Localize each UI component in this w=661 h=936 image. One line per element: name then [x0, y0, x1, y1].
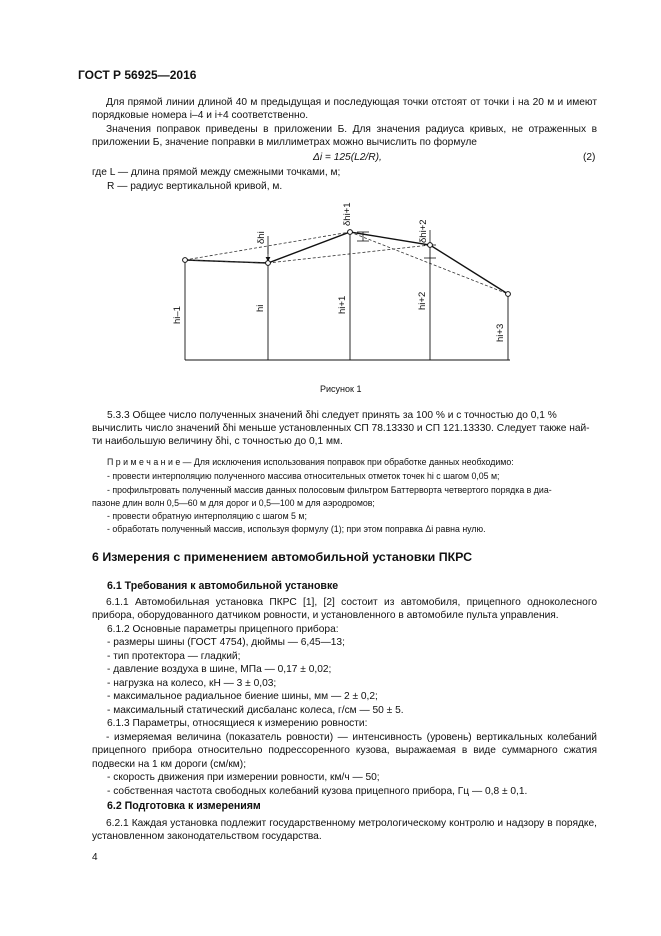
- label-dh-i2: δhi+2: [418, 219, 429, 243]
- param-item-6: - максимальный статический дисбаланс колеса, г/см — 50 ± 5.: [107, 705, 404, 716]
- note-item-4: - провести обратную интерполяцию с шагом 5 м;: [107, 511, 307, 521]
- paragraph-611: 6.1.1 Автомобильная установка ПКРС [1], [2] состоит из автомобиля, прицепного одноколесного прибора, оборудованного датчиком ровности, и установленного в автомобиле пульта управления.: [92, 597, 597, 622]
- page-number: 4: [92, 852, 98, 863]
- paragraph-612: 6.1.2 Основные параметры прицепного прибора:: [107, 624, 339, 635]
- note-item-2: - профильтровать полученный массив данных полосовым фильтром Баттерворта четвертого порядка в диа-: [107, 485, 552, 495]
- label-h-ip1: hi+1: [337, 295, 348, 314]
- document-header: ГОСТ Р 56925—2016: [78, 68, 197, 82]
- profile-line: [185, 232, 508, 294]
- param-item-3: - давление воздуха в шине, МПа — 0,17 ± 0,02;: [107, 664, 332, 675]
- paragraph-corrections: Значения поправок приведены в приложении Б. Для значения радиуса кривых, не отраженных в приложении Б, значение поправки в миллиметрах можно вычислить по формуле: [92, 124, 597, 149]
- figure-profile-diagram: [160, 196, 530, 368]
- label-h-i: hi: [255, 304, 266, 312]
- paragraph-613: 6.1.3 Параметры, относящиеся к измерению ровности:: [107, 718, 368, 729]
- delta-markers: [268, 230, 436, 261]
- paragraph-621: 6.2.1 Каждая установка подлежит государственному метрологическому контролю и надзору в порядке, установленном законодательством государства.: [92, 818, 597, 843]
- formula-number: (2): [583, 152, 596, 163]
- formula: Δi = 125(L2/R),: [313, 152, 382, 163]
- param-item-4: - нагрузка на колесо, кН — 3 ± 0,03;: [107, 678, 277, 689]
- param-item-1: - размеры шины (ГОСТ 4754), дюймы — 6,45—13;: [107, 637, 345, 648]
- where-R: R — радиус вертикальной кривой, м.: [107, 181, 283, 192]
- section-533-line2: вычислить число значений δhi меньше установленных СП 78.13330 и СП 121.13330. Следует также най-: [92, 423, 590, 434]
- note-item-1: - провести интерполяцию полученного массива относительных отметок точек hi с шагом 0,05 м;: [107, 471, 500, 481]
- where-L: где L — длина прямой между смежными точками, м;: [92, 167, 341, 178]
- paragraph-613-item-3: - собственная частота свободных колебаний кузова прицепного прибора, Гц — 0,8 ± 0,1.: [107, 786, 528, 797]
- paragraph-613-item-2: - скорость движения при измерении ровности, км/ч — 50;: [107, 772, 380, 783]
- paragraph-613-item-1: - измеряемая величина (показатель ровности) — интенсивность (уровень) вертикальных колебаний прицепного прибора относительно подрессоренного кузова, выражаемая в виде суммарного сжатия подвески на 1 км дороги (см/км);: [92, 732, 597, 770]
- section-61-title: 6.1 Требования к автомобильной установке: [107, 580, 339, 592]
- section-62-title: 6.2 Подготовка к измерениям: [107, 800, 261, 812]
- note-item-5: - обработать полученный массив, используя формулу (1); при этом поправка Δi равна нулю.: [107, 524, 486, 534]
- label-dh-i: δhi: [256, 231, 267, 244]
- figure-caption: Рисунок 1: [320, 384, 362, 394]
- section-533-line1: 5.3.3 Общее число полученных значений δhi следует принять за 100 % и с точностью до 0,1 %: [107, 410, 557, 421]
- label-h-ip3: hi+3: [495, 323, 506, 342]
- section-533-line3: ти наибольшую величину δhi, с точностью до 0,1 мм.: [92, 436, 343, 447]
- label-h-ip2: hi+2: [417, 291, 428, 310]
- label-h-im1: hi–1: [172, 306, 183, 324]
- label-dh-i1: δhi+1: [342, 202, 353, 226]
- profile-points: [183, 230, 511, 297]
- section-6-title: 6 Измерения с применением автомобильной установки ПКРС: [92, 550, 473, 564]
- paragraph-straight-line: Для прямой линии длиной 40 м предыдущая и последующая точки отстоят от точки i на 20 м и имеют порядковые номера i–4 и i+4 соответственно.: [92, 97, 597, 122]
- param-item-5: - максимальное радиальное биение шины, мм — 2 ± 0,2;: [107, 691, 378, 702]
- note-title: П р и м е ч а н и е — Для исключения использования поправок при обработке данных необходимо:: [107, 457, 514, 467]
- param-item-2: - тип протектора — гладкий;: [107, 651, 241, 662]
- note-item-3: пазоне длин волн 0,5—60 м для дорог и 0,5—100 м для аэродромов;: [92, 498, 375, 508]
